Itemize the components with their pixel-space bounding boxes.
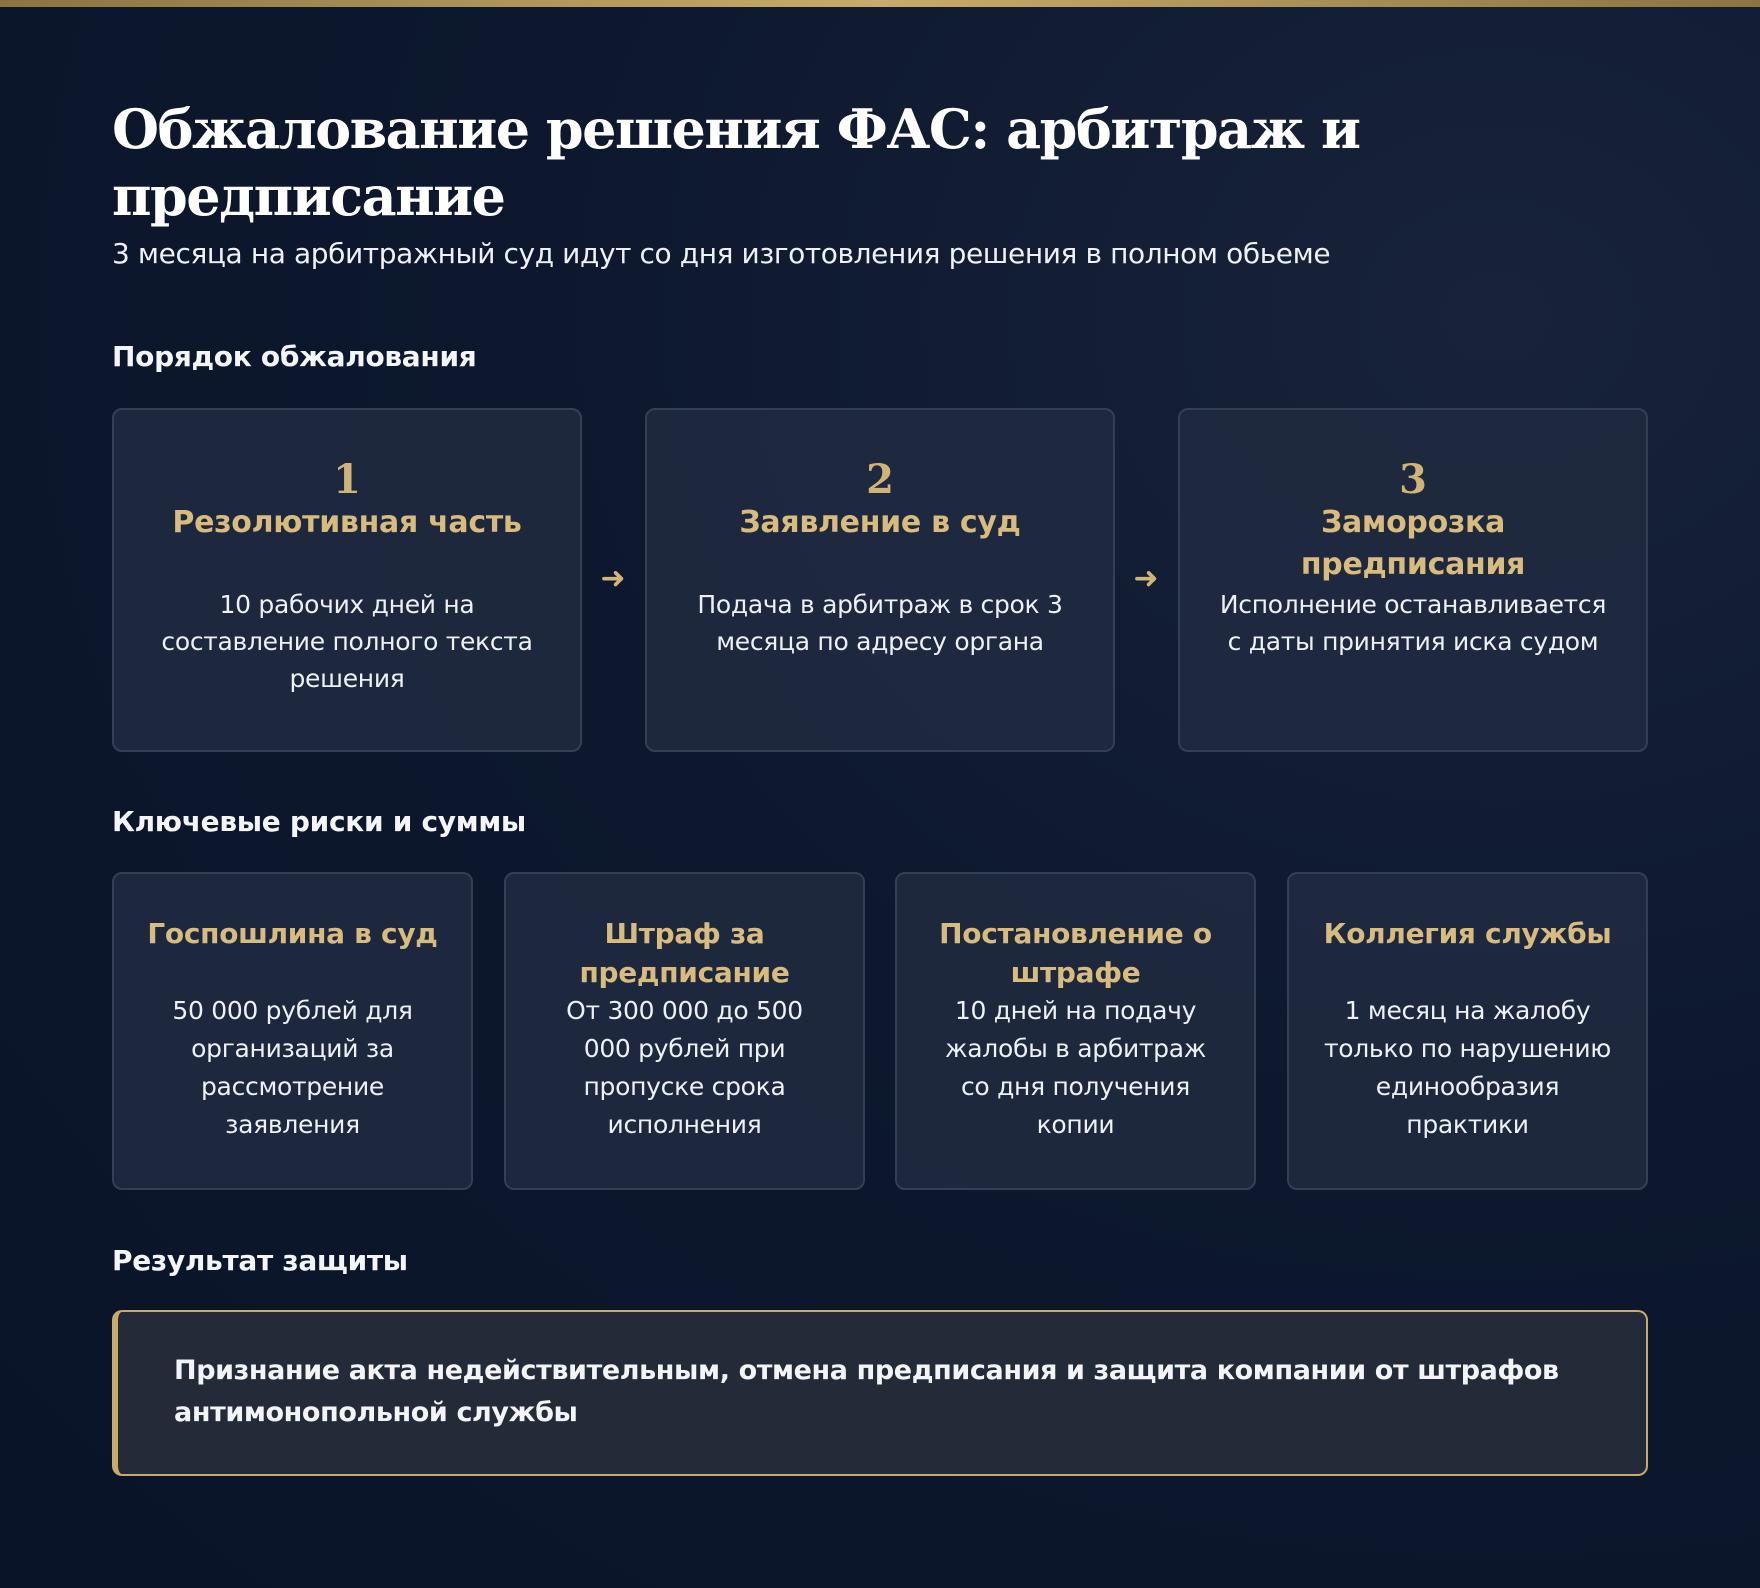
step-text: 10 рабочих дней на составление полного текста решения — [161, 590, 533, 693]
risk-text: 1 месяц на жалобу только по нарушению единообразия практики — [1323, 996, 1612, 1139]
step-title: Заморозка предписания — [1300, 505, 1526, 582]
step-text: Исполнение останавливается с даты принятия иска судом — [1219, 590, 1607, 656]
result-heading: Результат защиты — [112, 1244, 408, 1277]
arrow-right-icon: ➜ — [600, 561, 626, 596]
step-card-2 — [645, 408, 1115, 752]
step-title: Резолютивная часть — [172, 505, 522, 540]
risks-heading: Ключевые риски и суммы — [112, 805, 526, 838]
step-card-1 — [112, 408, 582, 752]
result-callout — [112, 1310, 1648, 1476]
risk-text: 50 000 рублей для организаций за рассмотрение заявления — [172, 996, 413, 1139]
procedure-heading: Порядок обжалования — [112, 340, 477, 373]
risk-title: Госпошлина в суд — [147, 917, 438, 950]
top-accent-bar — [0, 0, 1760, 7]
risk-card-1 — [112, 872, 473, 1190]
step-card-3 — [1178, 408, 1648, 752]
result-text: Признание акта недействительным, отмена предписания и защита компании от штрафов антимонопольной службы — [174, 1355, 1559, 1428]
page-content — [112, 96, 1648, 1428]
step-text: Подача в арбитраж в срок 3 месяца по адресу органа — [697, 590, 1063, 656]
step-title: Заявление в суд — [739, 505, 1021, 540]
risk-card-4 — [1287, 872, 1648, 1190]
page-title: Обжалование решения ФАС: арбитраж и предписание — [112, 97, 1360, 228]
page-subtitle: 3 месяца на арбитражный суд идут со дня изготовления решения в полном обьеме — [112, 237, 1331, 270]
risk-text: 10 дней на подачу жалобы в арбитраж со дня получения копии — [945, 996, 1206, 1139]
arrow-right-icon: ➜ — [1133, 561, 1159, 596]
risk-card-2 — [504, 872, 865, 1190]
step-number: 2 — [866, 456, 894, 503]
step-number: 3 — [1399, 456, 1427, 503]
risk-title: Постановление о штрафе — [939, 917, 1212, 989]
step-number: 1 — [333, 456, 361, 503]
risk-text: От 300 000 до 500 000 рублей при пропуске срока исполнения — [566, 996, 803, 1139]
risk-card-3 — [895, 872, 1256, 1190]
risk-title: Штраф за предписание — [579, 917, 790, 989]
risk-title: Коллегия службы — [1323, 917, 1612, 950]
